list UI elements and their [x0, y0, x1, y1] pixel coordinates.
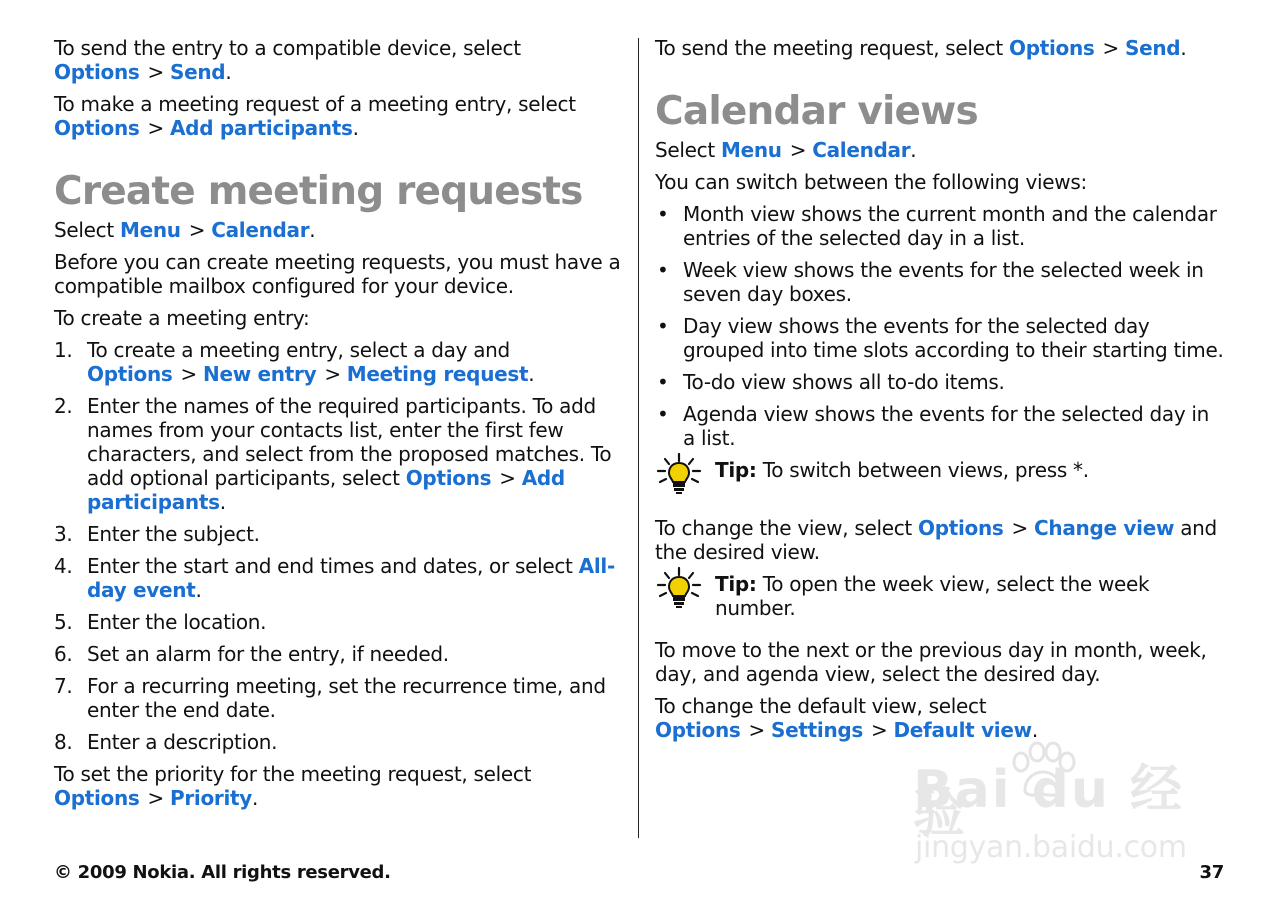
- list-item: 2. Enter the names of the required participants. To add names from your contacts list, enter the first few characters, and select from the proposed matches. To add optional participants, select Options > Add participants.: [54, 394, 612, 514]
- watermark-url: jingyan.baidu.com: [915, 830, 1187, 865]
- meeting-request-link[interactable]: Meeting request: [346, 362, 529, 386]
- change-view-paragraph: To change the view, select Options > Change view and the desired view.: [655, 516, 1217, 564]
- watermark-brand: Bai du 经验: [913, 760, 1184, 844]
- left-column: [54, 36, 626, 818]
- menu-separator: >: [1102, 36, 1119, 60]
- right-column: [655, 36, 1227, 750]
- options-link[interactable]: Options: [918, 516, 1004, 540]
- menu-separator: >: [499, 466, 516, 490]
- list-item: 5. Enter the location.: [54, 610, 267, 634]
- menu-separator: >: [147, 116, 164, 140]
- settings-link[interactable]: Settings: [771, 718, 864, 742]
- section-heading-create-meeting: Create meeting requests: [54, 169, 583, 214]
- options-link[interactable]: Options: [54, 116, 140, 140]
- add-participants-link[interactable]: Add participants: [170, 116, 353, 140]
- options-link[interactable]: Options: [87, 362, 173, 386]
- views-list: [655, 202, 1227, 450]
- switch-views-intro: You can switch between the following views:: [655, 170, 1087, 194]
- lightbulb-icon: [655, 452, 703, 496]
- list-item: 8. Enter a description.: [54, 730, 278, 754]
- menu-separator: >: [147, 60, 164, 84]
- tip-week-view: [655, 572, 1227, 620]
- list-item: 7. For a recurring meeting, set the recurrence time, and enter the end date.: [54, 674, 606, 722]
- menu-separator: >: [871, 718, 888, 742]
- steps-list: [54, 338, 626, 754]
- new-entry-link[interactable]: New entry: [203, 362, 317, 386]
- list-item: • Month view shows the current month and the calendar entries of the selected day in a list.: [657, 202, 1217, 250]
- select-path-paragraph: Select Menu > Calendar.: [655, 138, 917, 162]
- list-item: 3. Enter the subject.: [54, 522, 260, 546]
- lightbulb-icon: [655, 566, 703, 610]
- menu-link[interactable]: Menu: [119, 218, 181, 242]
- options-link[interactable]: Options: [655, 718, 741, 742]
- baidu-watermark: [905, 740, 1205, 870]
- create-entry-intro: To create a meeting entry:: [54, 306, 310, 330]
- page-number: 37: [1199, 862, 1224, 883]
- column-divider: [638, 38, 639, 838]
- select-path-paragraph: Select Menu > Calendar.: [54, 218, 316, 242]
- menu-link[interactable]: Menu: [720, 138, 782, 162]
- add-participants-link[interactable]: Add participants: [87, 466, 565, 514]
- send-request-paragraph: To send the meeting request, select Options > Send.: [655, 36, 1187, 60]
- move-day-paragraph: To move to the next or the previous day in month, week, day, and agenda view, select the desired day.: [655, 638, 1207, 686]
- meeting-request-paragraph: To make a meeting request of a meeting entry, select Options > Add participants.: [54, 92, 576, 140]
- list-item: 4. Enter the start and end times and dates, or select All-day event.: [54, 554, 615, 602]
- menu-separator: >: [748, 718, 765, 742]
- options-link[interactable]: Options: [54, 60, 140, 84]
- list-item: • Agenda view shows the events for the selected day in a list.: [657, 402, 1210, 450]
- default-view-link[interactable]: Default view: [893, 718, 1032, 742]
- calendar-link[interactable]: Calendar: [211, 218, 310, 242]
- all-day-event-link[interactable]: All-day event: [87, 554, 615, 602]
- tip-text: To open the week view, select the week number.: [715, 572, 1150, 620]
- list-item: 6. Set an alarm for the entry, if needed.: [54, 642, 449, 666]
- list-item: • To-do view shows all to-do items.: [657, 370, 1005, 394]
- options-link[interactable]: Options: [54, 786, 140, 810]
- change-view-link[interactable]: Change view: [1034, 516, 1175, 540]
- options-link[interactable]: Options: [405, 466, 492, 490]
- menu-separator: >: [180, 362, 197, 386]
- list-item: • Day view shows the events for the selected day grouped into time slots according to their starting time.: [657, 314, 1224, 362]
- send-link[interactable]: Send: [1125, 36, 1181, 60]
- list-item: • Week view shows the events for the selected week in seven day boxes.: [657, 258, 1204, 306]
- calendar-link[interactable]: Calendar: [812, 138, 911, 162]
- priority-paragraph: To set the priority for the meeting request, select Options > Priority.: [54, 762, 532, 810]
- tip-text: To switch between views, press *.: [762, 458, 1089, 482]
- tip-label: Tip:: [715, 458, 757, 482]
- section-heading-calendar-views: Calendar views: [655, 89, 978, 134]
- menu-separator: >: [789, 138, 807, 162]
- tip-label: Tip:: [715, 572, 757, 596]
- copyright: © 2009 Nokia. All rights reserved.: [54, 862, 391, 883]
- list-item: 1. To create a meeting entry, select a day and Options > New entry > Meeting request.: [54, 338, 535, 386]
- options-link[interactable]: Options: [1009, 36, 1095, 60]
- menu-separator: >: [188, 218, 206, 242]
- menu-separator: >: [1011, 516, 1029, 540]
- menu-separator: >: [147, 786, 164, 810]
- priority-link[interactable]: Priority: [170, 786, 253, 810]
- tip-switch-views: [655, 458, 1227, 498]
- prerequisite-paragraph: Before you can create meeting requests, you must have a compatible mailbox configured for your device.: [54, 250, 621, 298]
- send-link[interactable]: Send: [170, 60, 226, 84]
- send-entry-paragraph: To send the entry to a compatible device, select Options > Send.: [54, 36, 521, 84]
- default-view-paragraph: To change the default view, select Options > Settings > Default view.: [655, 694, 1038, 742]
- menu-separator: >: [324, 362, 341, 386]
